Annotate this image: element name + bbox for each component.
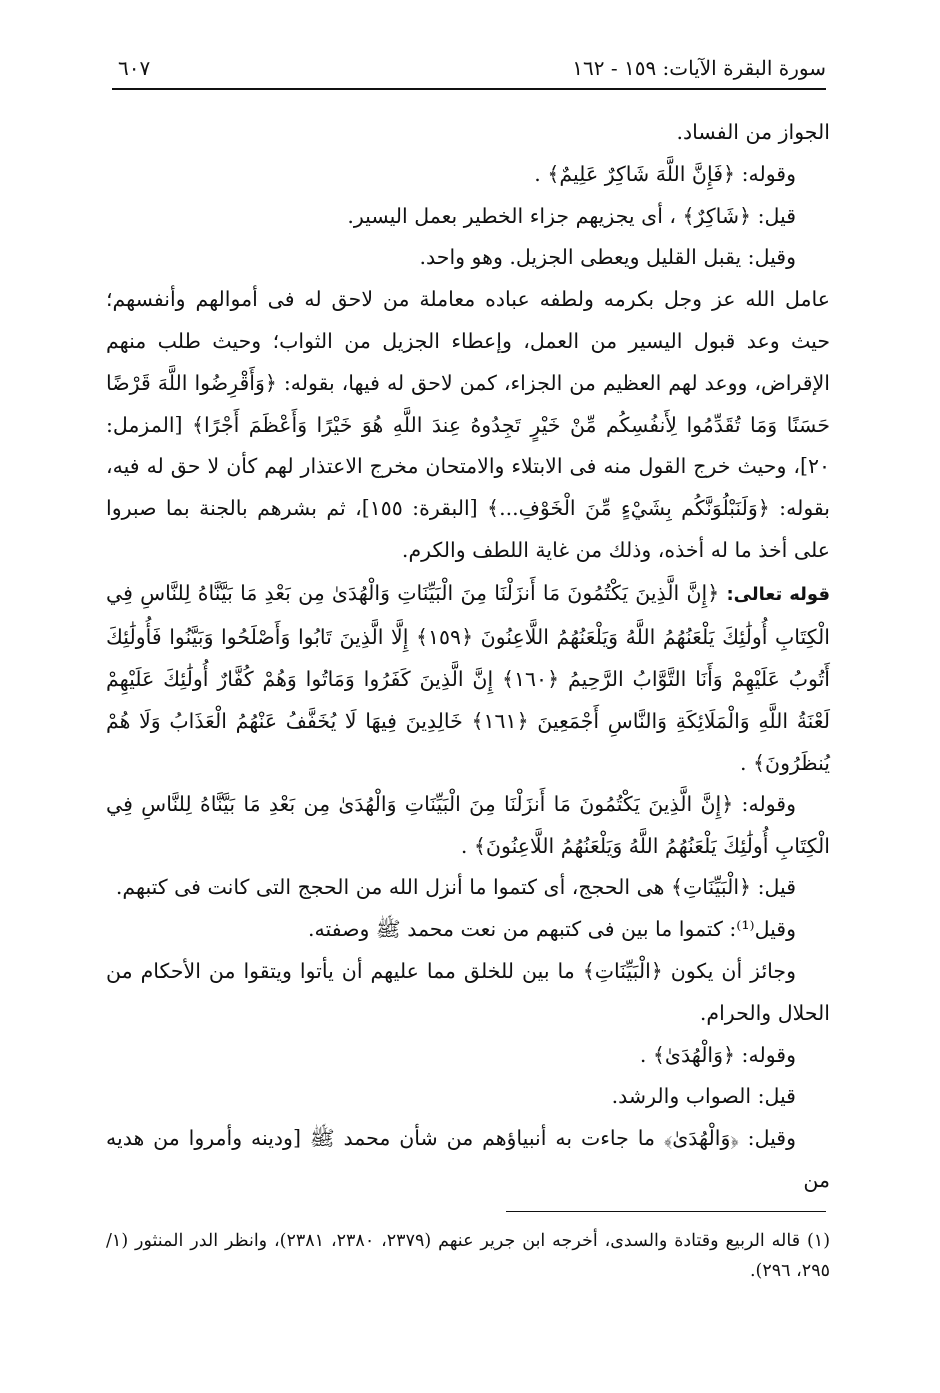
footnote-text: (١) قاله الربيع وقتادة والسدى، أخرجه ابن جرير عنهم (٢٣٧٩، ٢٣٨٠، ٢٣٨١)، وانظر الدر المنثور (١/ ٢٩٥، ٢٩٦). <box>106 1231 831 1281</box>
page-header <box>112 52 826 90</box>
paragraph: وقوله: ﴿إِنَّ الَّذِينَ يَكْتُمُونَ مَا أَنزَلْنَا مِنَ الْبَيِّنَاتِ وَالْهُدَىٰ مِن بَعْدِ مَا بَيَّنَّاهُ لِلنَّاسِ فِي الْكِتَابِ أُولَٰئِكَ يَلْعَنُهُمُ اللَّهُ وَيَلْعَنُهُمُ اللَّاعِنُونَ﴾ . <box>106 791 830 858</box>
footnote <box>106 1226 830 1286</box>
paragraph: وقيل⁽¹⁾: كتموا ما بين فى كتبهم من نعت محمد ﷺ وصفته. <box>308 917 796 942</box>
page-number: ٦٠٧ <box>118 56 151 80</box>
paragraph: وقوله: ﴿وَالْهُدَىٰ﴾ . <box>639 1042 796 1067</box>
paragraph: قيل: ﴿الْبَيِّنَاتِ﴾ هى الحجج، أى كتموا ما أنزل الله من الحجج التى كانت فى كتبهم. <box>115 875 796 900</box>
verse-block <box>106 572 830 784</box>
footnote-separator <box>506 1211 826 1212</box>
paragraph: قيل: الصواب والرشد. <box>611 1084 796 1109</box>
paragraph: وقوله: ﴿فَإِنَّ اللَّهَ شَاكِرٌ عَلِيمٌ﴾ . <box>534 161 796 186</box>
verse-keyword: قوله تعالى: <box>726 583 830 605</box>
verse-text: ﴿إِنَّ الَّذِينَ يَكْتُمُونَ مَا أَنزَلْنَا مِنَ الْبَيِّنَاتِ وَالْهُدَىٰ مِن بَعْدِ مَا بَيَّنَّاهُ لِلنَّاسِ فِي الْكِتَابِ أُولَٰئِكَ يَلْعَنُهُمُ اللَّهُ وَيَلْعَنُهُمُ اللَّاعِنُونَ ﴿١٥٩﴾ إِلَّا الَّذِينَ تَابُوا وَأَصْلَحُوا وَبَيَّنُوا فَأُولَٰئِكَ أَتُوبُ عَلَيْهِمْ وَأَنَا التَّوَّابُ الرَّحِيمُ ﴿١٦٠﴾ إِنَّ الَّذِينَ كَفَرُوا وَمَاتُوا وَهُمْ كُفَّارٌ أُولَٰئِكَ عَلَيْهِمْ لَعْنَةُ اللَّهِ وَالْمَلَائِكَةِ وَالنَّاسِ أَجْمَعِينَ ﴿١٦١﴾ خَالِدِينَ فِيهَا لَا يُخَفَّفُ عَنْهُمُ الْعَذَابُ وَلَا هُمْ يُنظَرُونَ﴾ . <box>106 580 831 775</box>
main-text <box>106 112 830 1202</box>
paragraph: قيل: ﴿شَاكِرٌ﴾ ، أى يجزيهم جزاء الخطير بعمل اليسير. <box>347 203 796 228</box>
paragraph: وقيل: يقبل القليل ويعطى الجزيل. وهو واحد. <box>419 245 796 270</box>
paragraph: وقيل: ﴿وَالْهُدَىٰ﴾ ما جاءت به أنبياؤهم من شأن محمد ﷺ [ودينه وأمروا من هديه من <box>106 1126 830 1192</box>
paragraph: الجواز من الفساد. <box>676 120 830 144</box>
running-title: سورة البقرة الآيات: ١٥٩ - ١٦٢ <box>572 56 826 80</box>
paragraph: وجائز أن يكون ﴿الْبَيِّنَاتِ﴾ ما بين للخلق مما عليهم أن يأتوا ويتقوا من الأحكام من الحلال والحرام. <box>106 958 830 1025</box>
paragraph: عامل الله عز وجل بكرمه ولطفه عباده معاملة من لاحق له فى أموالهم وأنفسهم؛ حيث وعد قبول اليسير من العمل، وإعطاء الجزيل من الثواب؛ وحيث طلب منهم الإقراض، ووعد لهم العظيم من الجزاء، كمن لاحق له فيها، بقوله: ﴿وَأَقْرِضُوا اللَّهَ قَرْضًا حَسَنًا وَمَا تُقَدِّمُوا لِأَنفُسِكُم مِّنْ خَيْرٍ تَجِدُوهُ عِندَ اللَّهِ هُوَ خَيْرًا وَأَعْظَمَ أَجْرًا﴾ [المزمل: ٢٠]، وحيث خرج القول منه فى الابتلاء والامتحان مخرج الاعتذار لهم كأن لا حق له فيه، بقوله: ﴿وَلَنَبْلُوَنَّكُم بِشَيْءٍ مِّنَ الْخَوْفِ...﴾ [البقرة: ١٥٥]، ثم بشرهم بالجنة بما صبروا على أخذ ما له أخذه، وذلك من غاية اللطف والكرم. <box>106 287 830 562</box>
